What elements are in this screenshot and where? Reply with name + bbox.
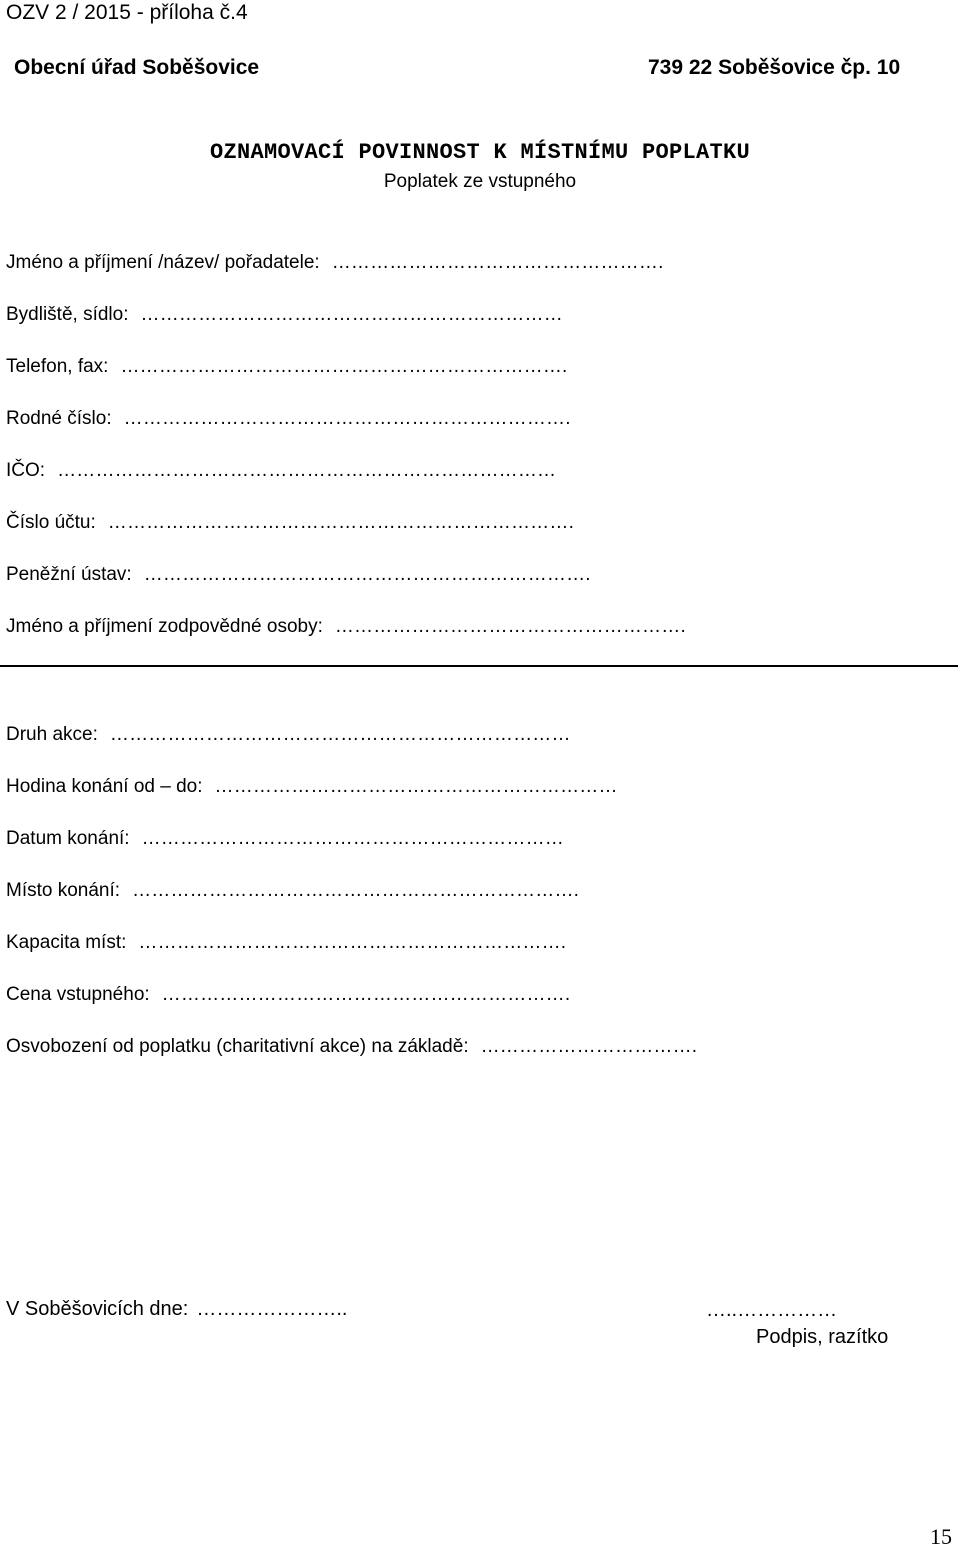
field-blank[interactable]: ……………………………………………………………… — [109, 724, 571, 745]
form-field-row — [6, 511, 574, 535]
field-blank[interactable]: ………………………………………………………………. — [107, 512, 575, 533]
office-address: 739 22 Soběšovice čp. 10 — [648, 56, 901, 79]
place-date-blank[interactable]: ………………….. — [196, 1298, 348, 1320]
form-title: OZNAMOVACÍ POVINNOST K MÍSTNÍMU POPLATKU — [209, 140, 751, 165]
form-field-row — [6, 251, 664, 275]
form-field-row — [6, 407, 571, 431]
field-blank[interactable]: ………………………………………………. — [334, 616, 686, 637]
form-field-row — [6, 1035, 697, 1059]
field-blank[interactable]: ……………………………………………………………. — [123, 408, 571, 429]
form-field-row — [6, 879, 579, 903]
form-field-row — [6, 563, 591, 587]
field-label: Peněžní ústav: — [6, 564, 132, 585]
form-field-row — [6, 983, 570, 1007]
signature-label: Podpis, razítko — [756, 1326, 889, 1348]
field-label: Jméno a příjmení /název/ pořadatele: — [6, 252, 320, 273]
field-label: Rodné číslo: — [6, 408, 112, 429]
field-blank[interactable]: ……………………………. — [480, 1036, 698, 1057]
field-blank[interactable]: …………………………………………………………………… — [57, 460, 557, 481]
regulation-reference: OZV 2 / 2015 - příloha č.4 — [6, 1, 248, 24]
field-label: IČO: — [6, 460, 46, 481]
form-field-row — [6, 931, 566, 955]
field-label: Telefon, fax: — [6, 356, 109, 377]
field-label: Místo konání: — [6, 880, 121, 901]
form-field-row — [6, 723, 571, 747]
field-label: Osvobození od poplatku (charitativní akce) na základě: — [6, 1036, 469, 1057]
place-date-line — [6, 1296, 347, 1322]
form-field-row — [6, 303, 563, 327]
field-label: Jméno a příjmení zodpovědné osoby: — [6, 616, 323, 637]
form-field-row — [6, 615, 686, 639]
field-label: Datum konání: — [6, 828, 130, 849]
field-blank[interactable]: ……………………………………………………………. — [120, 356, 568, 377]
field-label: Bydliště, sídlo: — [6, 304, 129, 325]
form-field-row — [6, 355, 568, 379]
field-blank[interactable]: ……………………………………………………………. — [143, 564, 591, 585]
signature-blank[interactable]: …..…………… — [706, 1299, 838, 1321]
field-label: Hodina konání od – do: — [6, 776, 203, 797]
form-field-row — [6, 827, 564, 851]
field-blank[interactable]: ……………………………………………………… — [214, 776, 618, 797]
field-blank[interactable]: …………………………………………………………. — [138, 932, 567, 953]
field-label: Cena vstupného: — [6, 984, 150, 1005]
field-label: Kapacita míst: — [6, 932, 127, 953]
section-divider — [0, 665, 958, 667]
field-blank[interactable]: ……………………………………………. — [331, 252, 664, 273]
form-field-row — [6, 775, 618, 799]
field-blank[interactable]: ………………………………………………………… — [141, 828, 564, 849]
page-number: 15 — [930, 1524, 952, 1549]
field-blank[interactable]: ………………………………………………………… — [140, 304, 563, 325]
field-blank[interactable]: ……………………………………………………………. — [132, 880, 580, 901]
place-date-label: V Soběšovicích dne: — [6, 1298, 189, 1320]
form-subtitle: Poplatek ze vstupného — [383, 171, 577, 192]
field-label: Druh akce: — [6, 724, 98, 745]
office-name: Obecní úřad Soběšovice — [14, 56, 260, 79]
form-field-row — [6, 459, 556, 483]
field-blank[interactable]: ………………………………………………………. — [161, 984, 571, 1005]
field-label: Číslo účtu: — [6, 512, 96, 533]
